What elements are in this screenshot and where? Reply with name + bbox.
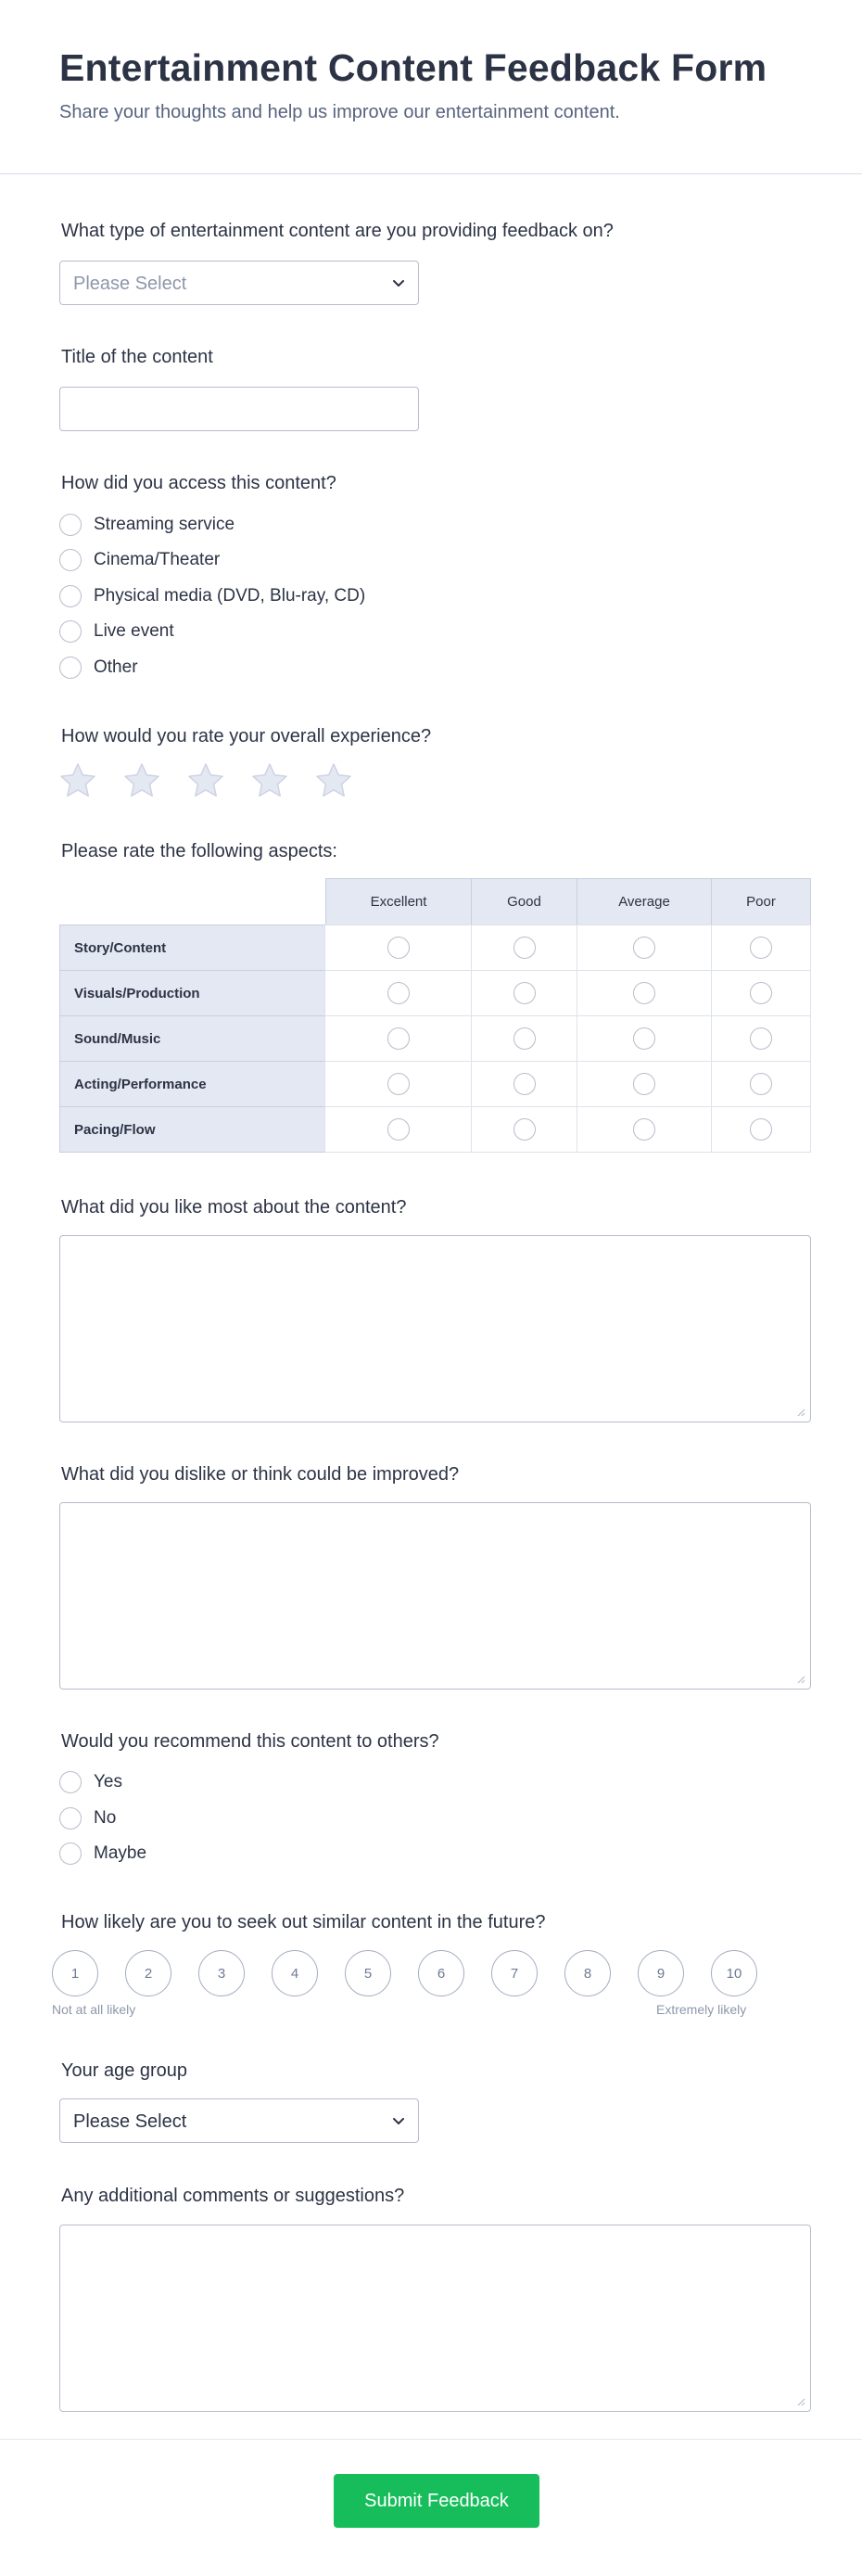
recommend-option-label: No: [94, 1808, 117, 1828]
matrix-column-header: Good: [471, 878, 577, 925]
radio-button[interactable]: [513, 982, 536, 1004]
star-icon[interactable]: [315, 762, 352, 799]
radio-button[interactable]: [59, 657, 82, 679]
matrix-cell[interactable]: [471, 1015, 577, 1062]
radio-button[interactable]: [513, 1118, 536, 1141]
matrix-row-header: Sound/Music: [59, 1015, 325, 1062]
matrix-cell[interactable]: [324, 970, 472, 1016]
radio-button[interactable]: [387, 982, 410, 1004]
matrix-row-header: Story/Content: [59, 925, 325, 971]
star-icon[interactable]: [59, 762, 96, 799]
matrix-cell[interactable]: [577, 1061, 712, 1107]
radio-button[interactable]: [59, 549, 82, 571]
resize-grip-icon[interactable]: [796, 1408, 805, 1417]
radio-button[interactable]: [513, 1073, 536, 1095]
matrix-row-header: Acting/Performance: [59, 1061, 325, 1107]
matrix-corner: [59, 878, 325, 925]
resize-grip-icon[interactable]: [796, 2397, 805, 2406]
matrix-cell[interactable]: [711, 925, 811, 971]
scale-option[interactable]: 9: [638, 1950, 684, 1996]
star-icon[interactable]: [251, 762, 288, 799]
matrix-cell[interactable]: [577, 1106, 712, 1153]
access-option[interactable]: [59, 654, 138, 682]
radio-button[interactable]: [750, 982, 772, 1004]
content-title-input[interactable]: [59, 387, 419, 431]
star-icon[interactable]: [123, 762, 160, 799]
scale-option[interactable]: 2: [125, 1950, 171, 1996]
radio-button[interactable]: [750, 937, 772, 959]
radio-button[interactable]: [59, 1771, 82, 1793]
matrix-column-header: Poor: [711, 878, 811, 925]
recommend-option-label: Yes: [94, 1772, 122, 1792]
radio-button[interactable]: [387, 1073, 410, 1095]
scale-option[interactable]: 6: [418, 1950, 464, 1996]
aspects-matrix: [59, 878, 811, 1155]
form-header: [0, 0, 862, 174]
matrix-cell[interactable]: [471, 1061, 577, 1107]
scale-option[interactable]: 1: [52, 1950, 98, 1996]
access-option-label: Streaming service: [94, 515, 235, 534]
matrix-cell[interactable]: [324, 1015, 472, 1062]
matrix-cell[interactable]: [711, 1106, 811, 1153]
radio-button[interactable]: [633, 982, 655, 1004]
scale-option[interactable]: 4: [272, 1950, 318, 1996]
recommend-option-label: Maybe: [94, 1843, 147, 1863]
matrix-cell[interactable]: [577, 970, 712, 1016]
scale-min-caption: Not at all likely: [52, 2002, 136, 2017]
radio-button[interactable]: [59, 585, 82, 607]
radio-button[interactable]: [633, 1118, 655, 1141]
form-title: Entertainment Content Feedback Form: [59, 46, 767, 89]
radio-button[interactable]: [750, 1027, 772, 1050]
recommend-option[interactable]: [59, 1840, 146, 1868]
recommend-option[interactable]: [59, 1768, 122, 1796]
scale-option[interactable]: 10: [711, 1950, 757, 1996]
radio-button[interactable]: [513, 937, 536, 959]
star-icon[interactable]: [187, 762, 224, 799]
radio-button[interactable]: [387, 1118, 410, 1141]
radio-button[interactable]: [59, 514, 82, 536]
access-option[interactable]: [59, 511, 235, 539]
access-option[interactable]: [59, 618, 174, 645]
scale-option[interactable]: 3: [198, 1950, 245, 1996]
matrix-cell[interactable]: [471, 1106, 577, 1153]
radio-button[interactable]: [633, 1027, 655, 1050]
access-option[interactable]: [59, 546, 220, 574]
matrix-cell[interactable]: [577, 925, 712, 971]
access-option-label: Live event: [94, 621, 174, 641]
scale-option[interactable]: 8: [564, 1950, 611, 1996]
content-title-label: Title of the content: [61, 347, 213, 367]
radio-button[interactable]: [387, 937, 410, 959]
disliked-label: What did you dislike or think could be improved?: [61, 1464, 460, 1485]
radio-button[interactable]: [633, 1073, 655, 1095]
access-option[interactable]: [59, 582, 365, 610]
age-group-value: Please Select: [73, 2111, 187, 2132]
radio-button[interactable]: [59, 1843, 82, 1865]
radio-button[interactable]: [750, 1118, 772, 1141]
scale-option[interactable]: 5: [345, 1950, 391, 1996]
overall-rating-label: How would you rate your overall experience?: [61, 726, 432, 746]
radio-button[interactable]: [387, 1027, 410, 1050]
matrix-cell[interactable]: [471, 970, 577, 1016]
radio-button[interactable]: [513, 1027, 536, 1050]
age-group-label: Your age group: [61, 2060, 188, 2081]
aspects-label: Please rate the following aspects:: [61, 841, 337, 861]
matrix-cell[interactable]: [711, 1015, 811, 1062]
radio-button[interactable]: [59, 1807, 82, 1830]
submit-button[interactable]: Submit Feedback: [334, 2474, 539, 2528]
matrix-cell[interactable]: [324, 1106, 472, 1153]
content-type-select[interactable]: [59, 261, 419, 305]
chevron-down-icon: [390, 274, 407, 291]
matrix-cell[interactable]: [577, 1015, 712, 1062]
radio-button[interactable]: [633, 937, 655, 959]
matrix-row-header: Visuals/Production: [59, 970, 325, 1016]
radio-button[interactable]: [59, 620, 82, 643]
disliked-textarea[interactable]: [59, 1502, 811, 1690]
matrix-column-header: Average: [577, 878, 712, 925]
access-option-label: Physical media (DVD, Blu-ray, CD): [94, 586, 366, 606]
comments-textarea[interactable]: [59, 2225, 811, 2412]
recommend-label: Would you recommend this content to others?: [61, 1731, 439, 1752]
liked-textarea[interactable]: [59, 1235, 811, 1422]
radio-button[interactable]: [750, 1073, 772, 1095]
matrix-cell[interactable]: [711, 1061, 811, 1107]
age-group-select[interactable]: [59, 2098, 419, 2143]
form-subtitle: Share your thoughts and help us improve our entertainment content.: [59, 102, 620, 122]
chevron-down-icon: [390, 2112, 407, 2129]
matrix-cell[interactable]: [324, 925, 472, 971]
matrix-cell[interactable]: [471, 925, 577, 971]
access-option-label: Other: [94, 657, 138, 677]
matrix-row-header: Pacing/Flow: [59, 1106, 325, 1153]
comments-label: Any additional comments or suggestions?: [61, 2186, 405, 2206]
matrix-cell[interactable]: [711, 970, 811, 1016]
likelihood-label: How likely are you to seek out similar content in the future?: [61, 1912, 546, 1932]
matrix-column-header: Excellent: [325, 878, 472, 925]
access-label: How did you access this content?: [61, 473, 336, 493]
content-type-label: What type of entertainment content are you providing feedback on?: [61, 221, 614, 241]
scale-max-caption: Extremely likely: [656, 2002, 747, 2017]
scale-option[interactable]: 7: [491, 1950, 538, 1996]
liked-label: What did you like most about the content?: [61, 1197, 407, 1218]
recommend-option[interactable]: [59, 1804, 116, 1832]
resize-grip-icon[interactable]: [796, 1675, 805, 1684]
access-option-label: Cinema/Theater: [94, 550, 221, 569]
matrix-cell[interactable]: [324, 1061, 472, 1107]
content-type-placeholder: Please Select: [73, 274, 187, 294]
